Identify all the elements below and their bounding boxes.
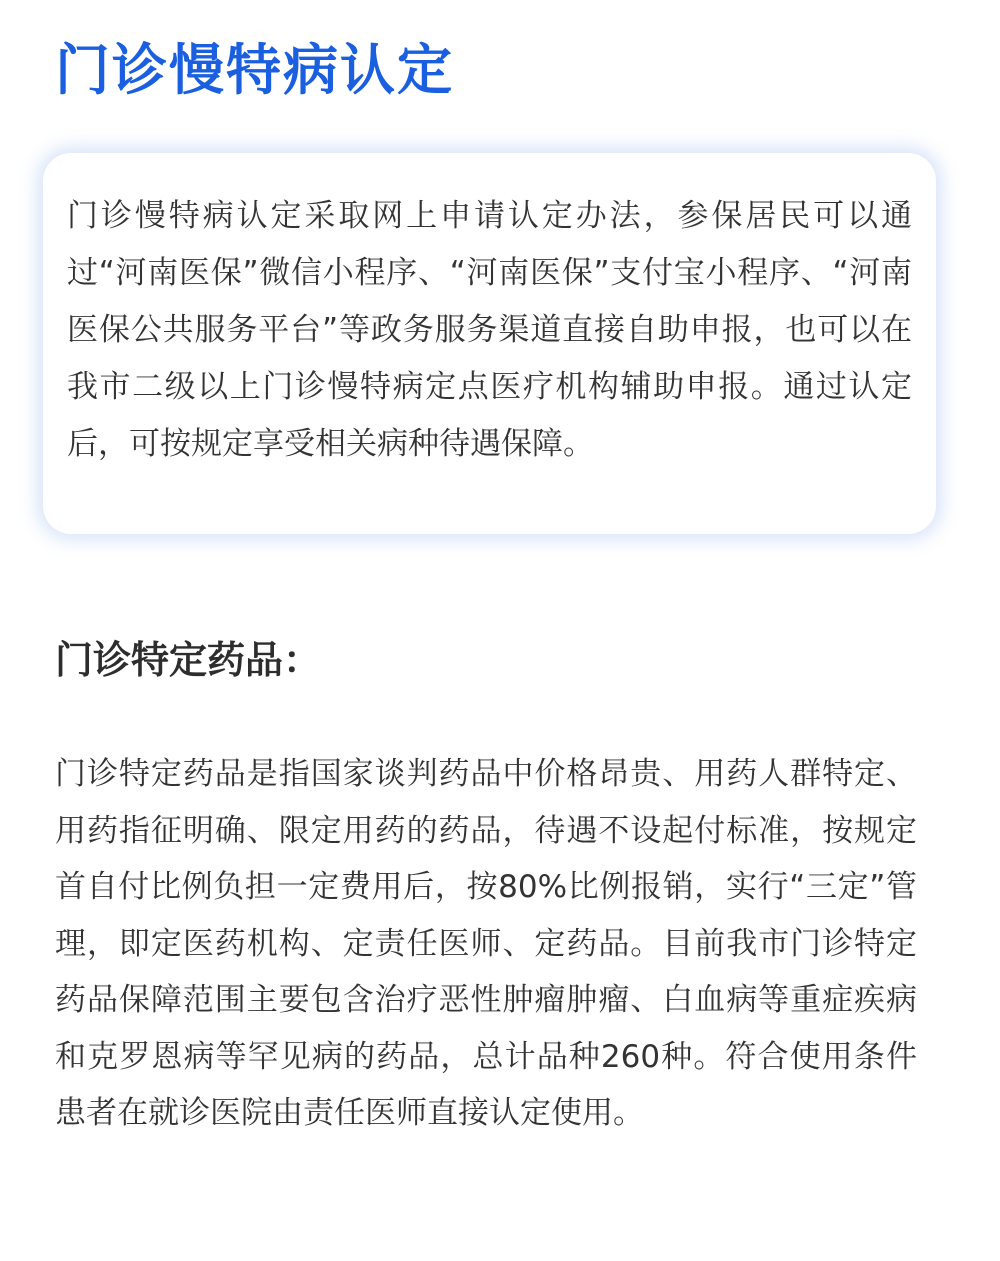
intro-card [43, 153, 936, 534]
section-heading: 门诊特定药品： [55, 638, 322, 682]
intro-paragraph: 门诊慢特病认定采取网上申请认定办法，参保居民可以通过“河南医保”微信小程序、“河南医保”支付宝小程序、“河南医保公共服务平台”等政务服务渠道直接自助申报，也可以在我市二级以上门诊慢特病定点医疗机构辅助申报。通过认定后，可按规定享受相关病种待遇保障。 [67, 198, 912, 462]
page-title: 门诊慢特病认定 [55, 38, 455, 102]
section-paragraph: 门诊特定药品是指国家谈判药品中价格昂贵、用药人群特定、用药指征明确、限定用药的药品，待遇不设起付标准，按规定首自付比例负担一定费用后，按80%比例报销，实行“三定”管理，即定医药机构、定责任医师、定药品。目前我市门诊特定药品保障范围主要包含治疗恶性肿瘤肿瘤、白血病等重症疾病和克罗恩病等罕见病的药品，总计品种260种。符合使用条件患者在就诊医院由责任医师直接认定使用。 [55, 756, 917, 1131]
